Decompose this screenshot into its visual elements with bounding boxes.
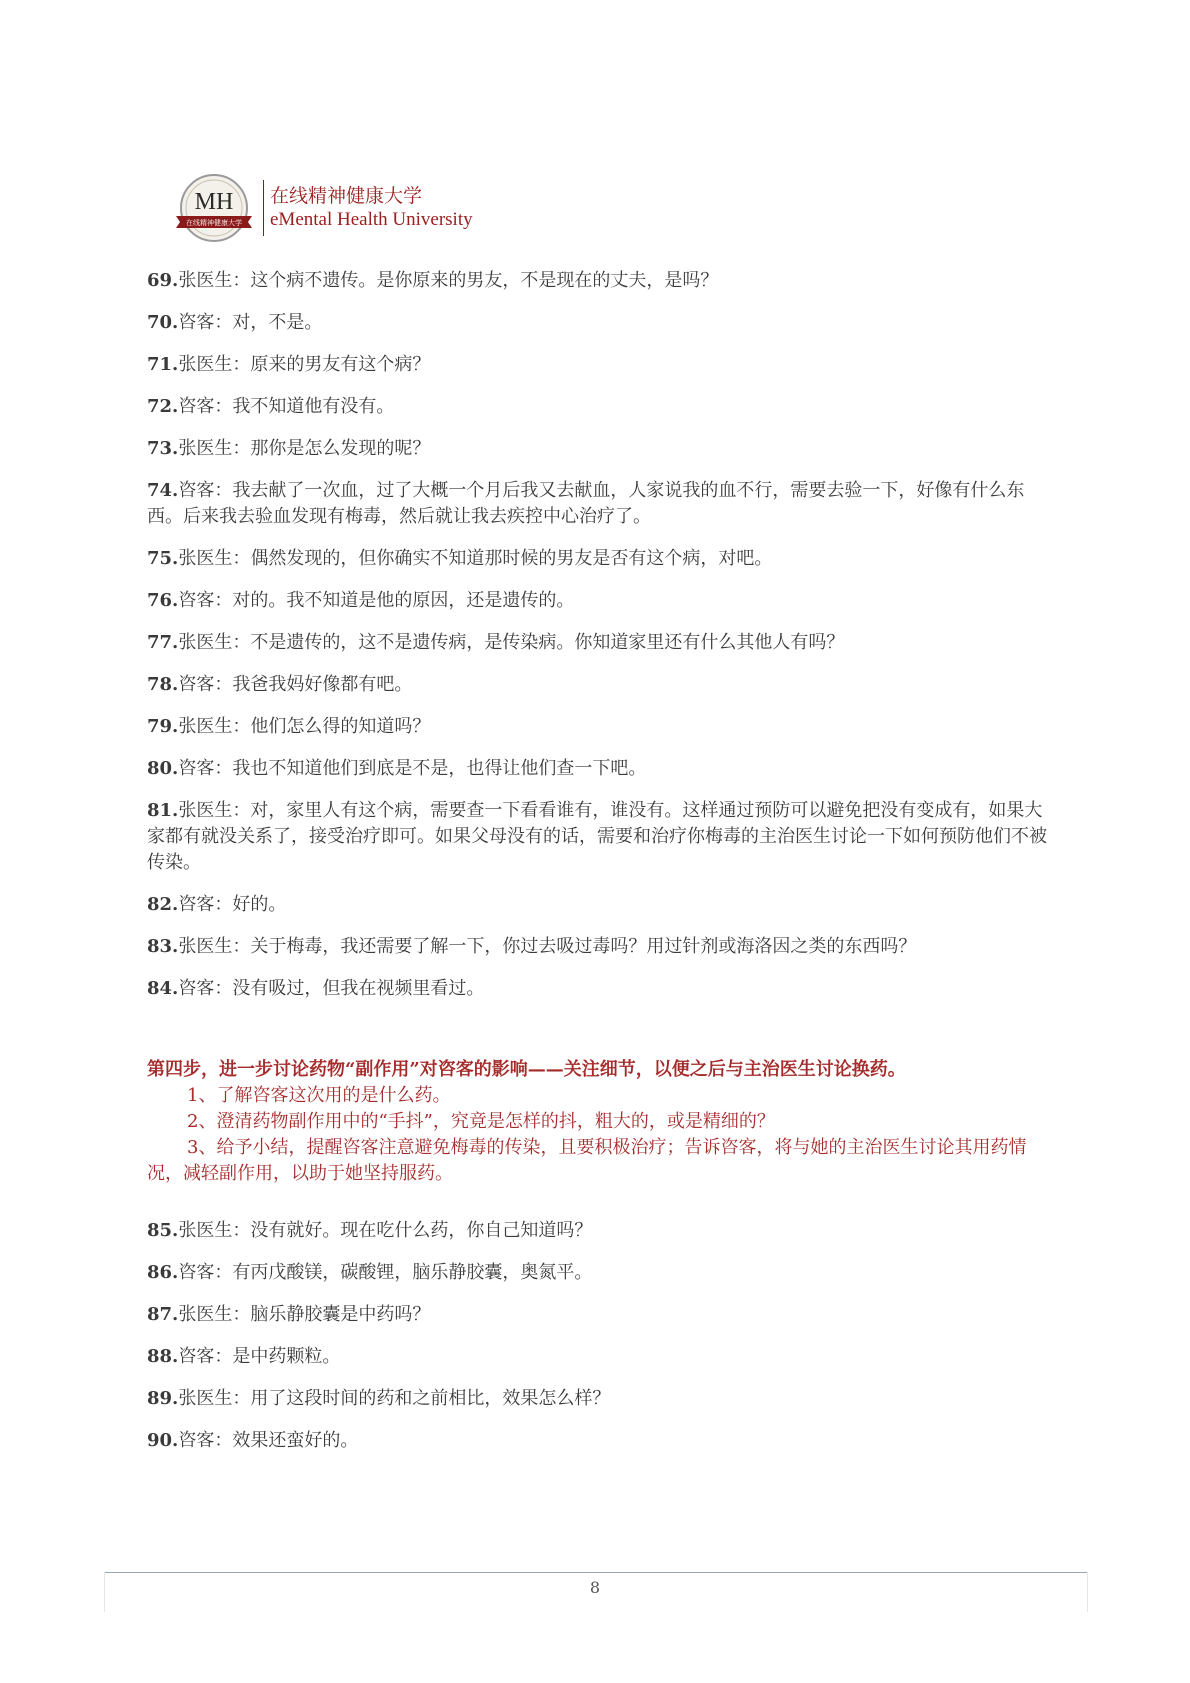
utterance-text: 不是遗传的，这不是遗传病，是传染病。你知道家里还有什么其他人有吗？ xyxy=(250,632,845,653)
header-divider xyxy=(263,180,264,236)
dialogue-line xyxy=(147,394,1047,420)
dialogue-line xyxy=(147,352,1047,378)
dialogue-line xyxy=(147,892,1047,918)
speaker-label: 张医生： xyxy=(178,270,251,291)
dialogue-line xyxy=(147,1302,1047,1328)
utterance-text: 没有就好。现在吃什么药，你自己知道吗？ xyxy=(250,1220,593,1241)
line-number: 89. xyxy=(147,1388,179,1409)
utterance-text: 脑乐静胶囊是中药吗？ xyxy=(250,1304,431,1325)
step-item-3: 3、给予小结，提醒咨客注意避免梅毒的传染，且要积极治疗；告诉咨客，将与她的主治医生讨论其用药情况，减轻副作用，以助于她坚持服药。 xyxy=(147,1137,1027,1184)
dialogue-line xyxy=(147,798,1047,876)
speaker-label: 张医生： xyxy=(178,800,251,821)
header-title-block xyxy=(270,184,473,232)
line-number: 80. xyxy=(147,758,179,779)
speaker-label: 咨客： xyxy=(178,1346,233,1367)
dialogue-line xyxy=(147,672,1047,698)
utterance-text: 偶然发现的，但你确实不知道那时候的男友是否有这个病，对吧。 xyxy=(250,548,773,569)
utterance-text: 对的。我不知道是他的原因，还是遗传的。 xyxy=(232,590,575,611)
line-number: 78. xyxy=(147,674,179,695)
title-english: eMental Health University xyxy=(270,209,473,230)
dialogue-line xyxy=(147,546,1047,572)
dialogue-line xyxy=(147,756,1047,782)
step-four-block xyxy=(147,1057,1047,1187)
utterance-text: 我不知道他有没有。 xyxy=(232,396,395,417)
utterance-text: 这个病不遗传。是你原来的男友，不是现在的丈夫，是吗？ xyxy=(250,270,719,291)
dialogue-line xyxy=(147,1260,1047,1286)
speaker-label: 咨客： xyxy=(178,674,233,695)
speaker-label: 咨客： xyxy=(178,978,233,999)
speaker-label: 张医生： xyxy=(178,936,251,957)
footer-rule xyxy=(104,1572,1088,1573)
speaker-label: 咨客： xyxy=(178,312,233,333)
line-number: 73. xyxy=(147,438,179,459)
step-title: 第四步，进一步讨论药物“副作用”对咨客的影响——关注细节，以便之后与主治医生讨论换药。 xyxy=(147,1059,906,1080)
speaker-label: 张医生： xyxy=(178,632,251,653)
step-item-1: 1、了解咨客这次用的是什么药。 xyxy=(187,1085,451,1106)
utterance-text: 用了这段时间的药和之前相比，效果怎么样？ xyxy=(250,1388,611,1409)
utterance-text: 我爸我妈好像都有吧。 xyxy=(232,674,413,695)
speaker-label: 咨客： xyxy=(178,590,233,611)
utterance-text: 有丙戊酸镁，碳酸锂，脑乐静胶囊，奥氮平。 xyxy=(232,1262,593,1283)
line-number: 85. xyxy=(147,1220,179,1241)
page-number: 8 xyxy=(589,1578,601,1597)
line-number: 88. xyxy=(147,1346,179,1367)
line-number: 69. xyxy=(147,270,179,291)
utterance-text: 对，家里人有这个病，需要查一下看看谁有，谁没有。这样通过预防可以避免把没有变成有，如果大家都有就没关系了，接受治疗即可。如果父母没有的话，需要和治疗你梅毒的主治医生讨论一下如何预防他们不被传染。 xyxy=(147,800,1047,873)
line-number: 86. xyxy=(147,1262,179,1283)
dialogue-line xyxy=(147,436,1047,462)
utterance-text: 我也不知道他们到底是不是，也得让他们查一下吧。 xyxy=(232,758,647,779)
step-item-2: 2、澄清药物副作用中的“手抖”，究竟是怎样的抖，粗大的，或是精细的？ xyxy=(187,1111,775,1132)
page-header xyxy=(172,174,532,244)
speaker-label: 咨客： xyxy=(178,894,233,915)
line-number: 90. xyxy=(147,1430,179,1451)
utterance-text: 好的。 xyxy=(232,894,287,915)
line-number: 83. xyxy=(147,936,179,957)
dialogue-line xyxy=(147,1428,1047,1454)
dialogue-line xyxy=(147,588,1047,614)
dialogue-line xyxy=(147,714,1047,740)
utterance-text: 原来的男友有这个病？ xyxy=(250,354,431,375)
dialogue-line xyxy=(147,630,1047,656)
line-number: 70. xyxy=(147,312,179,333)
utterance-text: 关于梅毒，我还需要了解一下，你过去吸过毒吗？用过针剂或海洛因之类的东西吗？ xyxy=(250,936,917,957)
line-number: 87. xyxy=(147,1304,179,1325)
utterance-text: 那你是怎么发现的呢？ xyxy=(250,438,431,459)
line-number: 82. xyxy=(147,894,179,915)
line-number: 81. xyxy=(147,800,179,821)
dialogue-line xyxy=(147,478,1047,530)
speaker-label: 张医生： xyxy=(178,1304,251,1325)
dialogue-line xyxy=(147,1218,1047,1244)
speaker-label: 咨客： xyxy=(178,396,233,417)
title-chinese: 在线精神健康大学 xyxy=(270,185,423,207)
speaker-label: 咨客： xyxy=(178,1430,233,1451)
speaker-label: 张医生： xyxy=(178,716,251,737)
line-number: 75. xyxy=(147,548,179,569)
dialogue-section-1 xyxy=(147,268,1047,1018)
dialogue-section-2 xyxy=(147,1218,1047,1470)
dialogue-line xyxy=(147,1344,1047,1370)
logo-ribbon-text: 在线精神健康大学 xyxy=(186,219,242,227)
dialogue-line xyxy=(147,310,1047,336)
line-number: 71. xyxy=(147,354,179,375)
utterance-text: 他们怎么得的知道吗？ xyxy=(250,716,431,737)
utterance-text: 我去献了一次血，过了大概一个月后我又去献血，人家说我的血不行，需要去验一下，好像有什么东西。后来我去验血发现有梅毒，然后就让我去疾控中心治疗了。 xyxy=(147,480,1025,527)
speaker-label: 咨客： xyxy=(178,758,233,779)
speaker-label: 张医生： xyxy=(178,438,251,459)
speaker-label: 张医生： xyxy=(178,1388,251,1409)
utterance-text: 效果还蛮好的。 xyxy=(232,1430,359,1451)
line-number: 84. xyxy=(147,978,179,999)
utterance-text: 是中药颗粒。 xyxy=(232,1346,341,1367)
university-logo xyxy=(172,174,256,244)
speaker-label: 张医生： xyxy=(178,1220,251,1241)
line-number: 74. xyxy=(147,480,179,501)
dialogue-line xyxy=(147,934,1047,960)
line-number: 77. xyxy=(147,632,179,653)
line-number: 72. xyxy=(147,396,179,417)
dialogue-line xyxy=(147,268,1047,294)
speaker-label: 咨客： xyxy=(178,480,233,501)
speaker-label: 张医生： xyxy=(178,548,251,569)
line-number: 79. xyxy=(147,716,179,737)
utterance-text: 没有吸过，但我在视频里看过。 xyxy=(232,978,485,999)
logo-text: MH xyxy=(194,189,234,215)
dialogue-line xyxy=(147,1386,1047,1412)
utterance-text: 对，不是。 xyxy=(232,312,323,333)
line-number: 76. xyxy=(147,590,179,611)
speaker-label: 张医生： xyxy=(178,354,251,375)
dialogue-line xyxy=(147,976,1047,1002)
speaker-label: 咨客： xyxy=(178,1262,233,1283)
